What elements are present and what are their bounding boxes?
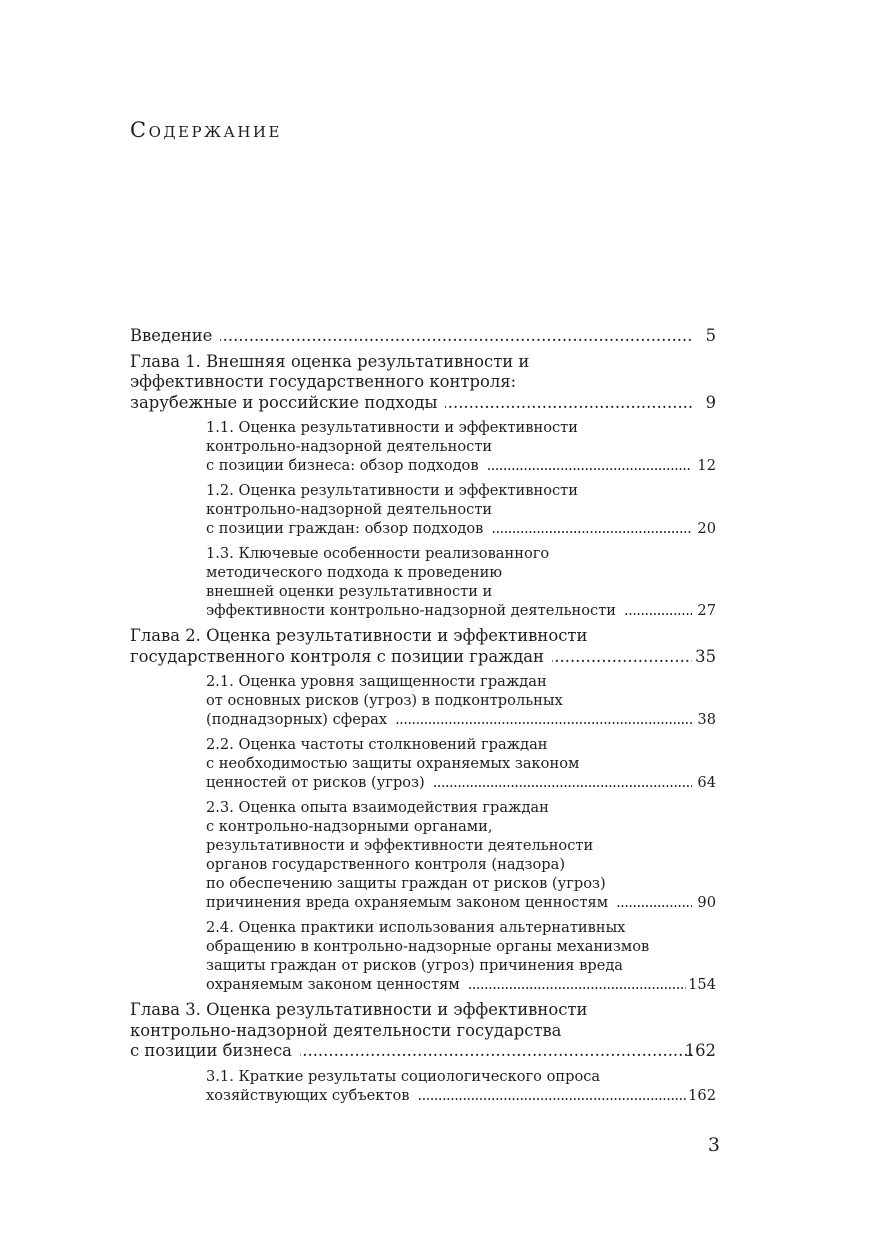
toc-entry-body: [206, 798, 716, 912]
toc-entry-line: с контрольно-надзорными органами,: [206, 818, 493, 835]
toc-section-entry: [130, 735, 716, 792]
toc-entry-body: [206, 672, 716, 729]
toc-entry-line: с позиции бизнеса: [130, 1041, 292, 1060]
toc-entry-line: обращению в контрольно-надзорные органы механизмов: [206, 938, 650, 955]
toc-entry-line: 2.3. Оценка опыта взаимодействия граждан: [206, 799, 549, 816]
dot-leader: [468, 975, 686, 994]
toc-entry-line: эффективности государственного контроля:: [130, 372, 517, 391]
toc-entry-line: хозяйствующих субъектов: [206, 1086, 410, 1104]
dot-leader: [220, 326, 692, 347]
toc-entry-last-line: [130, 326, 716, 347]
toc-chapter-entry: [130, 1000, 716, 1062]
toc-entry-line: от основных рисков (угроз) в подконтрольных: [206, 692, 563, 709]
dot-leader: [433, 773, 692, 792]
dot-leader: [395, 710, 692, 729]
toc-entry-last-line: [206, 601, 716, 620]
toc-entry-line: внешней оценки результативности и: [206, 583, 493, 600]
toc-entry-body: [130, 1000, 716, 1062]
toc-entry-line: Глава 3. Оценка результативности и эффективности: [130, 1000, 588, 1019]
toc-page-number: 12: [697, 457, 716, 474]
toc-entry-line: (поднадзорных) сферах: [206, 711, 388, 728]
page-title: Содержание: [130, 118, 282, 142]
toc-section-entry: [130, 798, 716, 912]
toc-entry-line: 1.3. Ключевые особенности реализованного: [206, 545, 550, 562]
toc-entry-last-line: [130, 646, 716, 668]
toc-page-number: 35: [695, 646, 716, 666]
toc-entry-line: контрольно-надзорной деятельности: [206, 501, 493, 518]
toc-page-number: 162: [688, 1086, 716, 1104]
toc-entry-last-line: [206, 975, 716, 994]
toc-entry-body: [206, 418, 716, 475]
toc-page-number: 64: [697, 774, 716, 791]
toc-entry-body: [206, 1067, 716, 1105]
toc-entry-line: государственного контроля с позиции граждан: [130, 646, 544, 666]
toc-entry-line: результативности и эффективности деятельности: [206, 837, 594, 854]
toc-entry-body: [206, 735, 716, 792]
toc-page-number: 154: [688, 976, 716, 993]
toc-section-entry: [130, 672, 716, 729]
toc-chapter-entry: [130, 326, 716, 347]
toc-entry-line: эффективности контрольно-надзорной деятельности: [206, 602, 617, 619]
toc-entry-line: причинения вреда охраняемым законом ценностям: [206, 894, 609, 911]
toc-entry-line: методического подхода к проведению: [206, 564, 503, 581]
toc-section-entry: [130, 918, 716, 994]
toc-entry-line: 2.1. Оценка уровня защищенности граждан: [206, 673, 547, 690]
toc-page-number: 27: [697, 602, 716, 619]
toc-entry-line: Введение: [130, 326, 213, 345]
toc-section-entry: [130, 481, 716, 538]
toc-page-number: 5: [705, 326, 716, 345]
table-of-contents: [130, 326, 716, 1111]
toc-entry-line: ценностей от рисков (угроз): [206, 774, 425, 791]
toc-entry-line: 2.2. Оценка частоты столкновений граждан: [206, 736, 548, 753]
toc-entry-line: с необходимостью защиты охраняемых законом: [206, 755, 580, 772]
toc-entry-body: [130, 352, 716, 414]
toc-entry-line: с позиции бизнеса: обзор подходов: [206, 457, 479, 474]
toc-entry-last-line: [206, 710, 716, 729]
toc-chapter-entry: [130, 352, 716, 414]
toc-entry-last-line: [206, 773, 716, 792]
dot-leader: [616, 893, 692, 912]
toc-entry-last-line: [206, 456, 716, 475]
toc-entry-body: [130, 326, 716, 347]
dot-leader: [552, 647, 692, 668]
toc-entry-line: 2.4. Оценка практики использования альтернативных: [206, 919, 626, 936]
toc-entry-last-line: [130, 1041, 716, 1062]
toc-entry-last-line: [206, 1086, 716, 1105]
dot-leader: [487, 456, 692, 475]
dot-leader: [624, 601, 692, 620]
toc-entry-line: с позиции граждан: обзор подходов: [206, 520, 484, 537]
toc-chapter-entry: [130, 626, 716, 667]
toc-entry-line: 1.1. Оценка результативности и эффективности: [206, 419, 578, 436]
toc-entry-line: контрольно-надзорной деятельности государства: [130, 1020, 562, 1040]
toc-entry-last-line: [206, 893, 716, 912]
toc-entry-line: зарубежные и российские подходы: [130, 392, 438, 412]
toc-section-entry: [130, 1067, 716, 1105]
toc-entry-line: органов государственного контроля (надзора): [206, 856, 566, 873]
toc-page-number: 90: [697, 894, 716, 911]
toc-entry-line: контрольно-надзорной деятельности: [206, 438, 493, 455]
toc-entry-last-line: [206, 519, 716, 538]
toc-entry-body: [206, 918, 716, 994]
toc-page-number: 9: [705, 392, 716, 412]
toc-entry-line: охраняемым законом ценностям: [206, 976, 460, 993]
toc-page-number: 38: [697, 711, 716, 728]
toc-entry-body: [206, 544, 716, 620]
toc-entry-line: 1.2. Оценка результативности и эффективности: [206, 482, 578, 499]
toc-section-entry: [130, 544, 716, 620]
toc-page-number: 20: [697, 520, 716, 537]
toc-section-entry: [130, 418, 716, 475]
dot-leader: [300, 1041, 692, 1062]
toc-entry-line: 3.1. Краткие результаты социологического опроса: [206, 1067, 601, 1085]
dot-leader: [418, 1086, 687, 1105]
toc-entry-last-line: [130, 392, 716, 414]
toc-entry-line: по обеспечению защиты граждан от рисков (угроз): [206, 875, 606, 892]
dot-leader: [445, 393, 692, 414]
page-number: 3: [707, 1134, 720, 1156]
toc-entry-line: Глава 1. Внешняя оценка результативности и: [130, 351, 530, 371]
toc-page-number: 162: [684, 1041, 716, 1060]
toc-entry-body: [130, 626, 716, 667]
toc-entry-line: защиты граждан от рисков (угроз) причинения вреда: [206, 957, 624, 974]
toc-entry-body: [206, 481, 716, 538]
toc-entry-line: Глава 2. Оценка результативности и эффективности: [130, 626, 588, 645]
dot-leader: [491, 519, 692, 538]
